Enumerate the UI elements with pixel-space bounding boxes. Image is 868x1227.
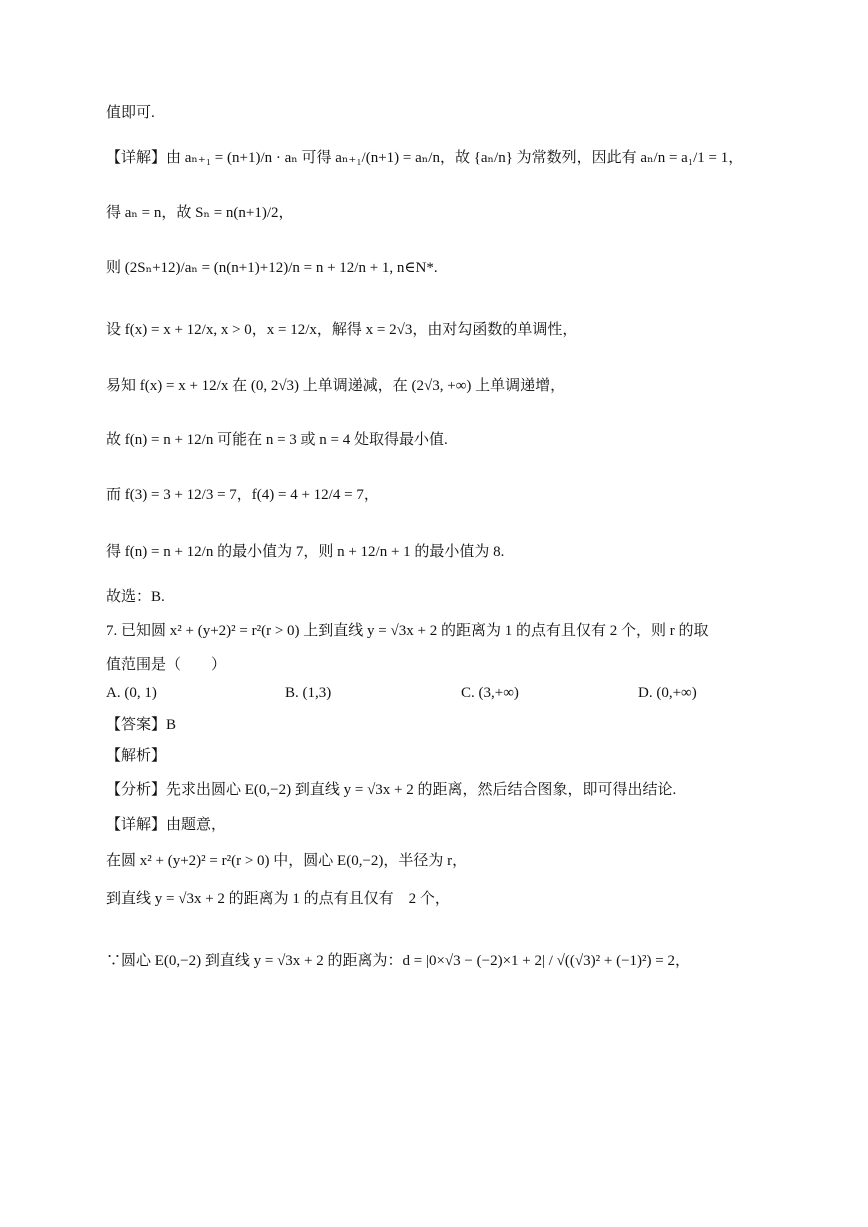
- text-line: 【详解】由题意，: [106, 817, 227, 833]
- analysis-heading: 【解析】: [106, 748, 167, 764]
- text-line: 【详解】由 aₙ₊₁ = (n+1)/n · aₙ 可得 aₙ₊₁/(n+1) = aₙ/n，故 {aₙ/n} 为常数列，因此有 aₙ/n = a₁/1 = 1，: [106, 150, 744, 166]
- question-stem: 值范围是（ ）: [106, 657, 227, 673]
- text-line: 设 f(x) = x + 12/x, x > 0，x = 12/x，解得 x = 2√3，由对勾函数的单调性，: [106, 322, 578, 338]
- option-c: C. (3,+∞): [461, 685, 519, 701]
- text-line: 到直线 y = √3x + 2 的距离为 1 的点有且仅有 2 个，: [106, 891, 450, 907]
- text-line: 得 aₙ = n，故 Sₙ = n(n+1)/2，: [106, 205, 294, 221]
- text-line: 在圆 x² + (y+2)² = r²(r > 0) 中，圆心 E(0,−2)，半径为 r，: [106, 853, 468, 869]
- text-line: 得 f(n) = n + 12/n 的最小值为 7，则 n + 12/n + 1 的最小值为 8.: [106, 544, 505, 560]
- text-line: 值即可.: [106, 105, 155, 121]
- text-line: 则 (2Sₙ+12)/aₙ = (n(n+1)+12)/n = n + 12/n + 1, n∈N*.: [106, 260, 438, 276]
- text-line: 而 f(3) = 3 + 12/3 = 7，f(4) = 4 + 12/4 = 7，: [106, 487, 379, 503]
- option-d: D. (0,+∞): [638, 685, 697, 701]
- text-line: 故 f(n) = n + 12/n 可能在 n = 3 或 n = 4 处取得最小值.: [106, 432, 448, 448]
- option-a: A. (0, 1): [106, 685, 157, 701]
- text-line: ∵圆心 E(0,−2) 到直线 y = √3x + 2 的距离为：d = |0×√3 − (−2)×1 + 2| / √((√3)² + (−1)²) = 2，: [106, 953, 690, 969]
- text-line: 【分析】先求出圆心 E(0,−2) 到直线 y = √3x + 2 的距离，然后结合图象，即可得出结论.: [106, 782, 677, 798]
- text-line: 故选：B.: [106, 589, 165, 605]
- option-b: B. (1,3): [285, 685, 332, 701]
- question-stem: 7. 已知圆 x² + (y+2)² = r²(r > 0) 上到直线 y = √3x + 2 的距离为 1 的点有且仅有 2 个，则 r 的取: [106, 623, 709, 639]
- text-line: 易知 f(x) = x + 12/x 在 (0, 2√3) 上单调递减，在 (2√3, +∞) 上单调递增，: [106, 378, 566, 394]
- answer-line: 【答案】B: [106, 717, 177, 733]
